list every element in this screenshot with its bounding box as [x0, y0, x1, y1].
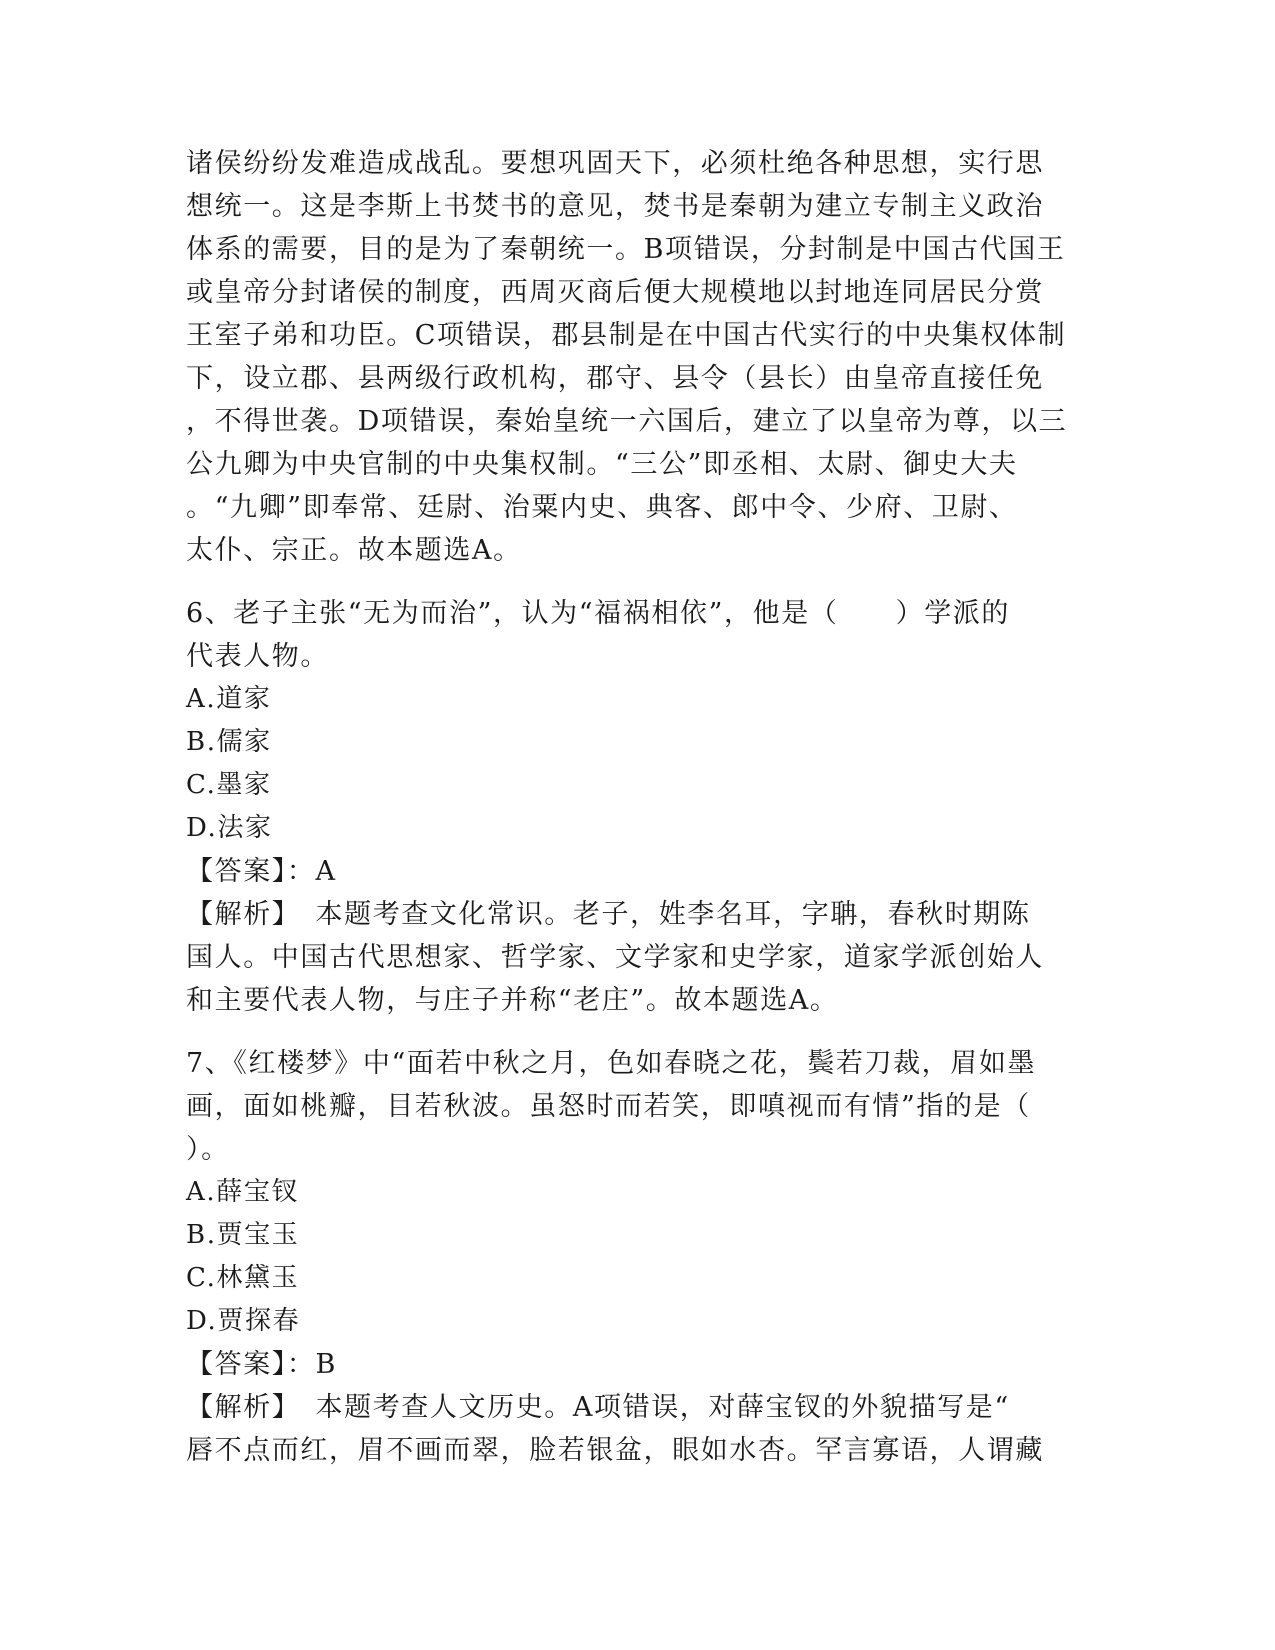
option-b: B.贾宝玉 — [186, 1220, 300, 1250]
text-line: 王室子弟和功臣。C项错误，郡县制是在中国古代实行的中央集权体制 — [186, 320, 1067, 351]
answer: 【答案】：B — [186, 1349, 337, 1380]
explanation-line: 唇不点而红，眉不画而翠，脸若银盆，眼如水杏。罕言寡语，人谓藏 — [186, 1435, 1044, 1466]
question-text: 6、老子主张“无为而治”，认为“福祸相依”，他是（ ）学派的 — [186, 598, 1010, 629]
answer: 【答案】：A — [186, 856, 337, 887]
option-b: B.儒家 — [186, 727, 272, 757]
explanation-line: 【解析】 本题考查人文历史。A项错误，对薛宝钗的外貌描写是“ — [186, 1392, 1010, 1423]
question-7 — [186, 1042, 1086, 1472]
document-page — [186, 142, 1086, 1472]
question-text: 画，面如桃瓣，目若秋波。虽怒时而若笑，即嗔视而有情”指的是（ — [186, 1091, 1031, 1122]
question-text: ）。 — [186, 1134, 230, 1165]
explanation-line: 【解析】 本题考查文化常识。老子，姓李名耳，字聃，春秋时期陈 — [186, 899, 1031, 930]
text-line: 或皇帝分封诸侯的制度，西周灭商后便大规模地以封地连同居民分赏 — [186, 277, 1044, 308]
text-line: ，不得世袭。D项错误，秦始皇统一六国后，建立了以皇帝为尊，以三 — [186, 406, 1068, 437]
question-text: 代表人物。 — [186, 641, 329, 672]
question-text: 7、《红楼梦》中“面若中秋之月，色如春晓之花，鬓若刀裁，眉如墨 — [186, 1048, 1037, 1079]
option-d: D.法家 — [186, 813, 273, 843]
text-line: 下，设立郡、县两级行政机构，郡守、县令（县长）由皇帝直接任免 — [186, 363, 1044, 394]
previous-explanation — [186, 142, 1086, 572]
question-6 — [186, 592, 1086, 1022]
option-c: C.墨家 — [186, 770, 272, 800]
text-line: 公九卿为中央官制的中央集权制。“三公”即丞相、太尉、御史大夫 — [186, 449, 1018, 480]
explanation-line: 国人。中国古代思想家、哲学家、文学家和史学家，道家学派创始人 — [186, 942, 1044, 973]
text-line: 。“九卿”即奉常、廷尉、治粟内史、典客、郎中令、少府、卫尉、 — [186, 492, 1018, 523]
option-c: C.林黛玉 — [186, 1263, 300, 1293]
explanation-line: 和主要代表人物，与庄子并称“老庄”。故本题选A。 — [186, 985, 839, 1016]
text-line: 想统一。这是李斯上书焚书的意见，焚书是秦朝为建立专制主义政治 — [186, 191, 1044, 222]
option-d: D.贾探春 — [186, 1306, 301, 1336]
option-a: A.道家 — [186, 684, 272, 714]
text-line: 诸侯纷纷发难造成战乱。要想巩固天下，必须杜绝各种思想，实行思 — [186, 148, 1044, 179]
option-a: A.薛宝钗 — [186, 1177, 300, 1207]
text-line: 太仆、宗正。故本题选A。 — [186, 535, 522, 566]
text-line: 体系的需要，目的是为了秦朝统一。B项错误，分封制是中国古代国王 — [186, 234, 1066, 265]
